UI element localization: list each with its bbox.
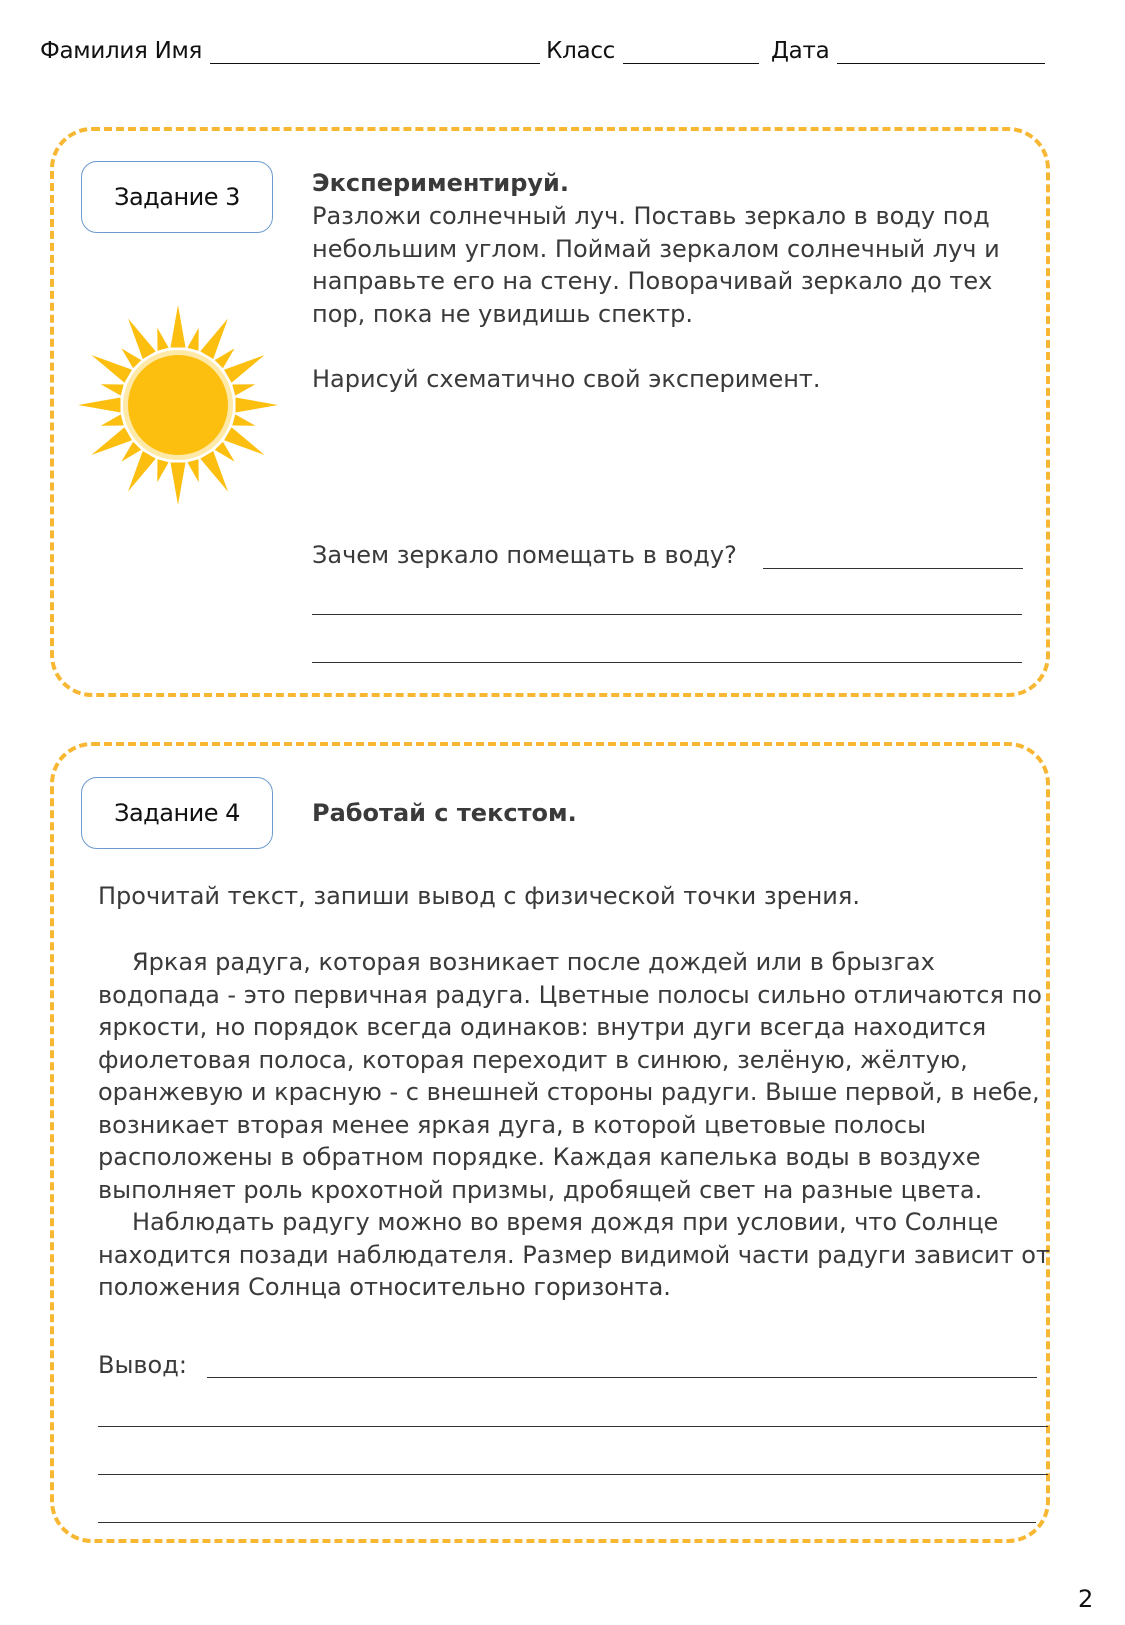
reading-paragraph: Яркая радуга, которая возникает после дождей или в брызгах водопада - это первичная радуга. Цветные полосы сильно отличаются по яркости, но порядок всегда одинаков: внутри дуги всегда находится фиолетовая полоса, которая переходит в синюю, зелёную, жёлтую, оранжевую и красную - с внешней стороны радуги. Выше первой, в небе, возникает вторая менее яркая дуга, в которой цветовые полосы расположены в обратном порядке. Каждая капелька воды в воздухе выполняет роль крохотной призмы, дробящей свет на разные цвета.: [98, 948, 1042, 1204]
sun-ray: [91, 427, 132, 455]
sun-ray: [170, 305, 185, 347]
name-input-line[interactable]: [210, 41, 540, 64]
sun-ray: [200, 318, 228, 359]
student-info-header: [40, 38, 1090, 64]
page-number: 2: [1078, 1585, 1094, 1613]
sun-ray: [187, 328, 198, 351]
sun-icon: [68, 305, 288, 505]
sun-ray: [170, 463, 185, 505]
sun-ray: [101, 414, 124, 425]
conclusion-line[interactable]: [207, 1377, 1037, 1378]
task-4-intro: Прочитай текст, запиши вывод с физической точки зрения.: [98, 882, 860, 910]
conclusion-line[interactable]: [98, 1522, 1036, 1523]
sun-ray: [232, 384, 255, 395]
task-3-draw-prompt: Нарисуй схематично свой эксперимент.: [312, 365, 821, 393]
sun-ray: [224, 427, 265, 455]
sun-ray: [121, 348, 141, 368]
task-4-badge-label: Задание 4: [114, 799, 240, 827]
answer-line[interactable]: [763, 568, 1023, 569]
name-label: Фамилия Имя: [40, 38, 203, 64]
answer-line[interactable]: [312, 662, 1022, 663]
task-3-badge-label: Задание 3: [114, 183, 240, 211]
task-3-badge: [81, 161, 273, 233]
sun-ray: [224, 355, 265, 383]
sun-ray: [157, 328, 168, 351]
sun-ray: [78, 397, 120, 412]
task-3-question-row: [312, 539, 737, 572]
task-4-badge: [81, 777, 273, 849]
sun-ray: [128, 451, 156, 492]
class-input-line[interactable]: [623, 41, 759, 64]
answer-line[interactable]: [312, 614, 1022, 615]
reading-paragraph: Наблюдать радугу можно во время дождя при условии, что Солнце находится позади наблюдателя. Размер видимой части радуги зависит от положения Солнца относительно горизонта.: [98, 1208, 1050, 1301]
sun-ray: [187, 459, 198, 482]
sun-ray: [101, 384, 124, 395]
task-4-title: Работай с текстом.: [312, 799, 577, 827]
sun-ray: [232, 414, 255, 425]
conclusion-row: [98, 1349, 187, 1382]
conclusion-label: Вывод:: [98, 1351, 187, 1379]
sun-ray: [157, 459, 168, 482]
task-3-title: Экспериментируй.: [312, 169, 569, 197]
task-4-reading-text: [98, 946, 1058, 1304]
sun-ray: [121, 442, 141, 462]
sun-ray: [215, 442, 235, 462]
sun-ray: [215, 348, 235, 368]
task-3-instructions: Разложи солнечный луч. Поставь зеркало в воду под небольшим углом. Поймай зеркалом солнечный луч и направьте его на стену. Поворачивай зеркало до тех пор, пока не увидишь спектр.: [312, 202, 1000, 328]
date-label: Дата: [771, 38, 830, 64]
sun-ray: [200, 451, 228, 492]
sun-ray: [236, 397, 278, 412]
date-input-line[interactable]: [837, 41, 1045, 64]
sun-ray: [91, 355, 132, 383]
conclusion-line[interactable]: [98, 1474, 1048, 1475]
task-3-question: Зачем зеркало помещать в воду?: [312, 541, 737, 569]
sun-ray: [128, 318, 156, 359]
conclusion-line[interactable]: [98, 1426, 1048, 1427]
class-label: Класс: [546, 38, 616, 64]
